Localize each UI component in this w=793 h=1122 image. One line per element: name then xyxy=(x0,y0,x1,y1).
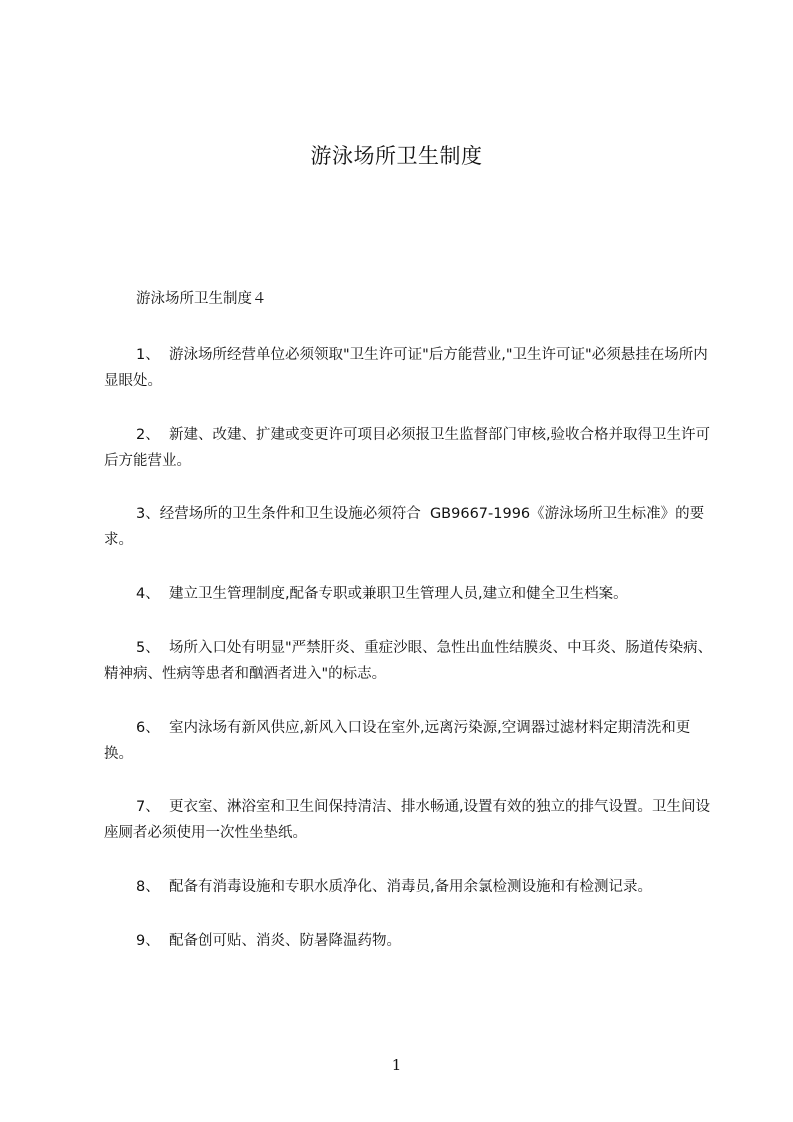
page-number: 1 xyxy=(391,1056,402,1074)
rule-paragraph-8 xyxy=(104,874,714,900)
rule-text-9: 9、 配备创可贴、消炎、防暑降温药物。 xyxy=(136,933,401,949)
rule-paragraph-9 xyxy=(104,928,714,954)
rule-paragraph-5 xyxy=(104,635,714,687)
rule-paragraph-1 xyxy=(104,342,714,394)
rule-paragraph-6 xyxy=(104,715,714,767)
rule-text-1: 1、 游泳场所经营单位必须领取"卫生许可证"后方能营业,"卫生许可证"必须悬挂在场所内显眼处。 xyxy=(104,347,708,389)
rule-text-4: 4、 建立卫生管理制度,配备专职或兼职卫生管理人员,建立和健全卫生档案。 xyxy=(136,586,628,602)
rule-paragraph-2 xyxy=(104,422,714,474)
rule-paragraph-3 xyxy=(104,501,714,553)
rule-text-2: 2、 新建、改建、扩建或变更许可项目必须报卫生监督部门审核,验收合格并取得卫生许可后方能营业。 xyxy=(104,427,711,469)
rule-paragraph-4 xyxy=(104,581,714,607)
rule-paragraph-7 xyxy=(104,794,714,846)
document-title: 游泳场所卫生制度 xyxy=(310,144,483,168)
rule-text-6: 6、 室内泳场有新风供应,新风入口设在室外,远离污染源,空调器过滤材料定期清洗和更换。 xyxy=(104,720,691,762)
rule-text-7: 7、 更衣室、淋浴室和卫生间保持清洁、排水畅通,设置有效的独立的排气设置。卫生间设座厕者必须使用一次性坐垫纸。 xyxy=(104,799,711,841)
rule-text-3: 3、经营场所的卫生条件和卫生设施必须符合 GB9667-1996《游泳场所卫生标准》的要求。 xyxy=(104,506,705,548)
rule-text-8: 8、 配备有消毒设施和专职水质净化、消毒员,备用余氯检测设施和有检测记录。 xyxy=(136,879,653,895)
rule-text-5: 5、 场所入口处有明显"严禁肝炎、重症沙眼、急性出血性结膜炎、中耳炎、肠道传染病、精神病、性病等患者和酗酒者进入"的标志。 xyxy=(104,640,713,682)
document-subtitle: 游泳场所卫生制度４ xyxy=(136,291,267,307)
